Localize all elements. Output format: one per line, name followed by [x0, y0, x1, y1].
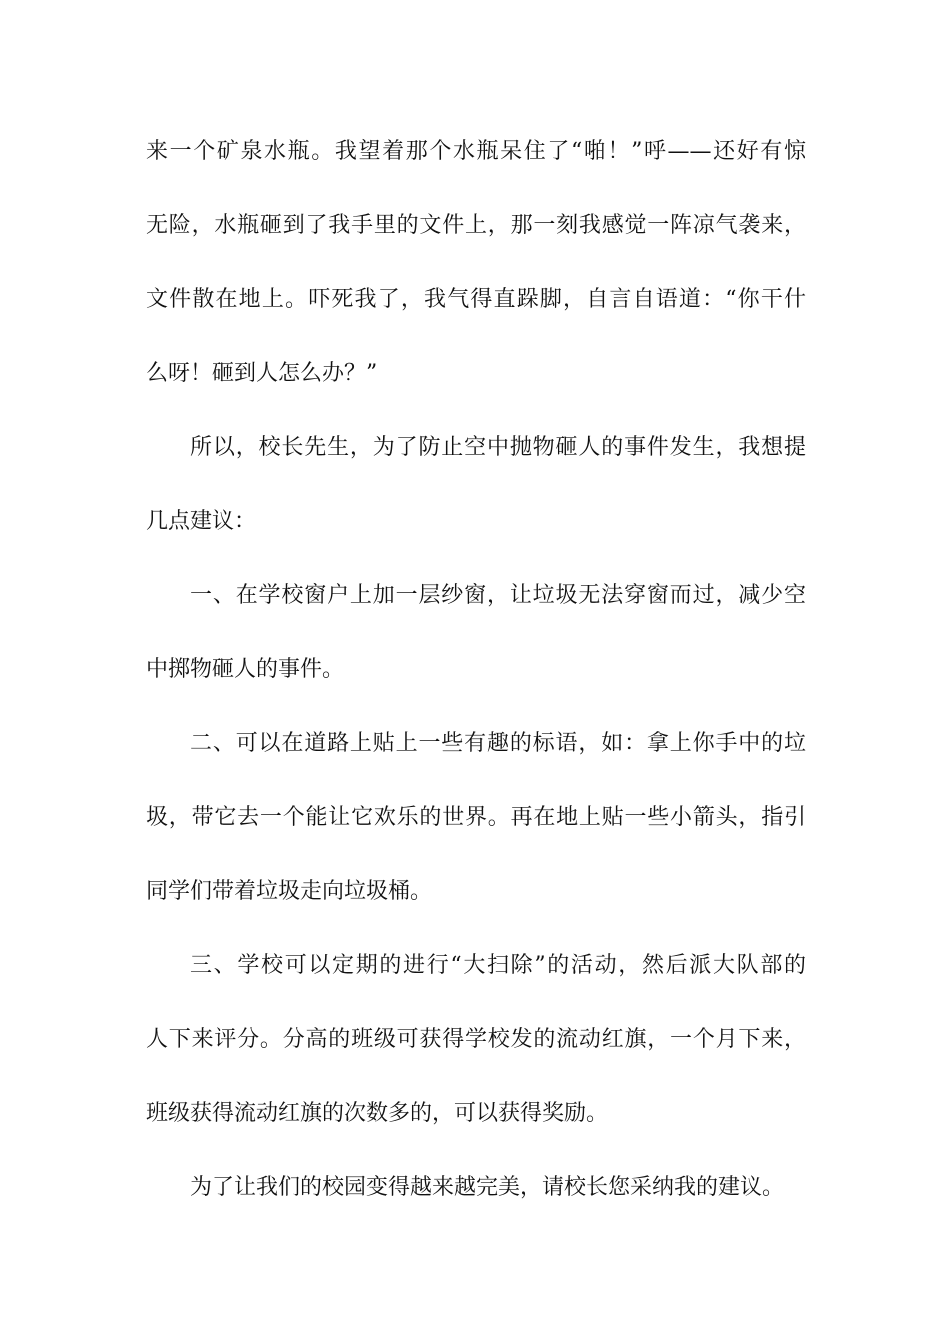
text-line: 来一个矿泉水瓶。我望着那个水瓶呆住了“啪！”呼——还好有惊 — [146, 139, 806, 164]
text-line: 人下来评分。分高的班级可获得学校发的流动红旗，一个月下来， — [146, 1027, 806, 1052]
suggestion-two-line: 二、可以在道路上贴上一些有趣的标语，如：拿上你手中的垃 — [190, 731, 806, 756]
text-line: 同学们带着垃圾走向垃圾桶。 — [146, 879, 433, 904]
text-line: 几点建议： — [146, 509, 257, 534]
letter-body — [146, 120, 806, 1230]
paragraph-first-line: 所以，校长先生，为了防止空中抛物砸人的事件发生，我想提 — [190, 435, 806, 460]
text-line: 圾，带它去一个能让它欢乐的世界。再在地上贴一些小箭头，指引 — [146, 805, 806, 830]
text-line: 无险，水瓶砸到了我手里的文件上，那一刻我感觉一阵凉气袭来， — [146, 213, 806, 238]
closing-line: 为了让我们的校园变得越来越完美，请校长您采纳我的建议。 — [190, 1175, 785, 1200]
suggestion-three-line: 三、学校可以定期的进行“大扫除”的活动，然后派大队部的 — [190, 953, 806, 978]
text-line: 中掷物砸人的事件。 — [146, 657, 345, 682]
text-line: 班级获得流动红旗的次数多的，可以获得奖励。 — [146, 1101, 609, 1126]
text-line: 么呀！砸到人怎么办？” — [146, 361, 378, 386]
text-line: 文件散在地上。吓死我了，我气得直跺脚，自言自语道：“你干什 — [146, 287, 806, 312]
suggestion-one-line: 一、在学校窗户上加一层纱窗，让垃圾无法穿窗而过，减少空 — [190, 583, 806, 608]
